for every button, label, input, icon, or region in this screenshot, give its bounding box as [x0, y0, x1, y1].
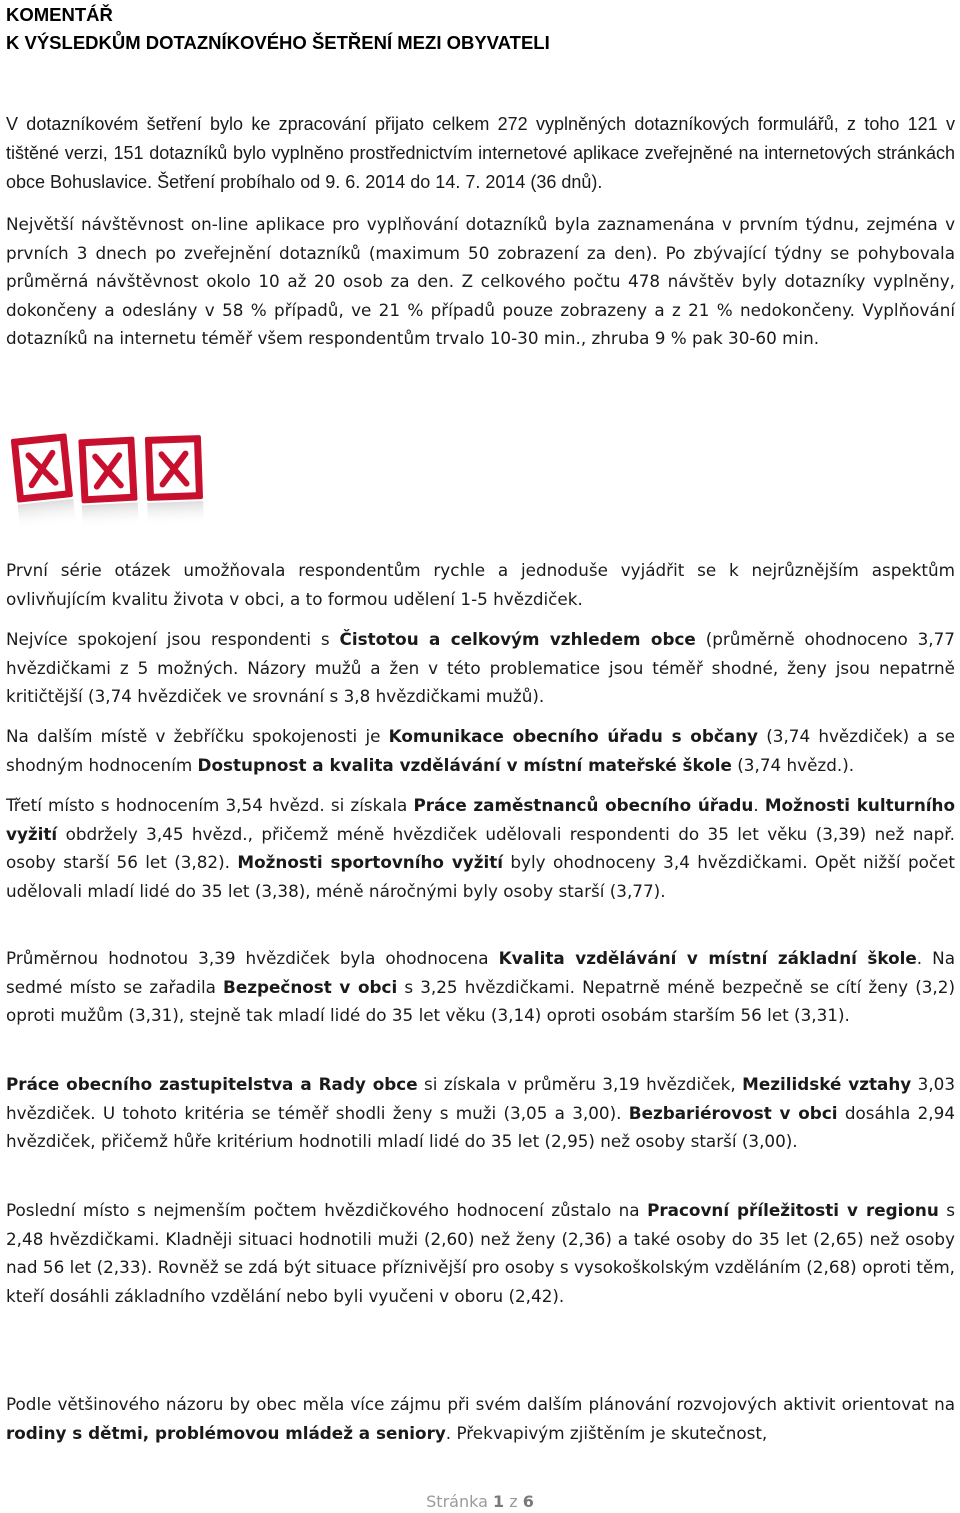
checkbox-x-icon	[11, 433, 76, 530]
page-number-footer: Stránka 1 z 6	[426, 1492, 534, 1511]
paragraph-web-traffic: Největší návštěvnost on-line aplikace pro vyplňování dotazníků byla zaznamenána v prvním týdnu, zejména v prvních 3 dnech po zveřejnění dotazníků (maximum 50 zobrazení za den). Po zbývající týdny se pohybovala průměrná návštěvnost okolo 10 až 20 osob za den. Z celkového počtu 478 návštěv byly dotazníky vyplněny, dokončeny a odeslány v 58 % případů, ve 21 % případů pouze zobrazeny a z 21 % nedokončeny. Vyplňování dotazníků na internetu téměř všem respondentům trvalo 10-30 min., zhruba 9 % pak 30-60 min.	[6, 214, 955, 349]
document-subtitle: K VÝSLEDKŮM DOTAZNÍKOVÉHO ŠETŘENÍ MEZI OBYVATELI	[6, 32, 550, 53]
checkbox-icons-illustration	[0, 428, 210, 532]
paragraph-job-opportunities: Poslední místo s nejmenším počtem hvězdičkového hodnocení zůstalo na Pracovní příležitosti v regionu s 2,48 hvězdičkami. Kladněji situaci hodnotili muži (2,60) než ženy (2,36) a také osoby do 35 let (2,65) než osoby nad 56 let (2,33). Rovněž se zdá být situace příznivější pro osoby s vysokoškolským vzděláním (2,68) oproti těm, kteří dosáhli základního vzdělání nebo byli vyučeni v oboru (2,42).	[6, 1200, 956, 1306]
paragraph-council-relations: Práce obecního zastupitelstva a Rady obce si získala v průměru 3,19 hvězdiček, Mezilidské vztahy 3,03 hvězdiček. U tohoto kritéria se téměř shodli ženy s muži (3,05 a 3,00). Bezbariérovost v obci dosáhla 2,94 hvězdiček, přičemž hůře kritérium hodnotili mladí lidé do 35 let (2,95) než osoby starší (3,00).	[6, 1074, 956, 1152]
checkbox-x-icon	[145, 435, 204, 527]
checkbox-x-icon	[78, 437, 139, 530]
document-title: KOMENTÁŘ	[6, 4, 113, 25]
paragraph-communication: Na dalším místě v žebříčku spokojenosti je Komunikace obecního úřadu s občany (3,74 hvězdiček) a se shodným hodnocením Dostupnost a kvalita vzdělávání v místní mateřské škole (3,74 hvězd.).	[6, 726, 955, 775]
paragraph-priorities: Podle většinového názoru by obec měla více zájmu při svém dalším plánování rozvojových aktivit orientovat na rodiny s dětmi, problémovou mládež a seniory. Překvapivým zjištěním je skutečnost,	[6, 1394, 955, 1443]
paragraph-office-staff: Třetí místo s hodnocením 3,54 hvězd. si získala Práce zaměstnanců obecního úřadu. Možnosti kulturního vyžití obdržely 3,45 hvězd., přičemž méně hvězdiček udělovali respondenti do 35 let věku (3,39) než např. osoby starší 56 let (3,82). Možnosti sportovního vyžití byly ohodnoceny 3,4 hvězdičkami. Opět nižší počet udělovali mladí lidé do 35 let (3,38), méně náročnými byly osoby starší (3,77).	[6, 795, 956, 901]
paragraph-cleanliness: Nejvíce spokojení jsou respondenti s Čistotou a celkovým vzhledem obce (průměrně ohodnoceno 3,77 hvězdičkami z 5 možných. Názory mužů a žen v této problematice jsou téměř shodné, ženy jsou nepatrně kritičtější (3,74 hvězdiček ve srovnání s 3,8 hvězdičkami mužů).	[6, 629, 955, 707]
paragraph-intro: V dotazníkovém šetření bylo ke zpracování přijato celkem 272 vyplněných dotazníkových formulářů, z toho 121 v tištěné verzi, 151 dotazníků bylo vyplněno prostřednictvím internetové aplikace zveřejněné na internetových stránkách obce Bohuslavice. Šetření probíhalo od 9. 6. 2014 do 14. 7. 2014 (36 dnů).	[6, 114, 955, 192]
paragraph-school-safety: Průměrnou hodnotou 3,39 hvězdiček byla ohodnocena Kvalita vzdělávání v místní základní škole. Na sedmé místo se zařadila Bezpečnost v obci s 3,25 hvězdičkami. Nepatrně méně bezpečně se cítí ženy (3,2) oproti mužům (3,31), stejně tak mladí lidé do 35 let věku (3,14) oproti osobám starším 56 let (3,31).	[6, 948, 955, 1026]
paragraph-star-rating-intro: První série otázek umožňovala respondentům rychle a jednoduše vyjádřit se k nejrůznějším aspektům ovlivňujícím kvalitu života v obci, a to formou udělení 1-5 hvězdiček.	[6, 560, 955, 609]
